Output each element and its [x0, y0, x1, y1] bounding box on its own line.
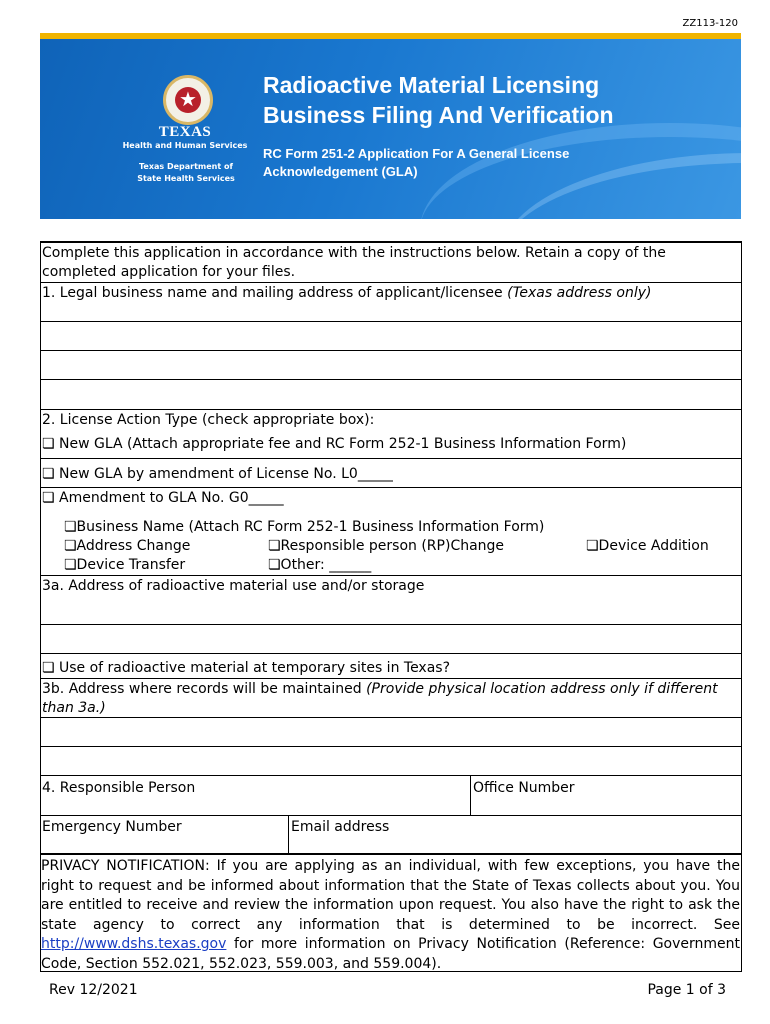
- revision-date: Rev 12/2021: [49, 982, 138, 998]
- checkbox-business-name[interactable]: ❏Business Name (Attach RC Form 252-1 Business Information Form): [64, 519, 545, 535]
- q1-label: 1. Legal business name and mailing address of applicant/licensee (Texas address only): [42, 285, 652, 301]
- page-number: Page 1 of 3: [647, 982, 726, 998]
- q3b-address-line2[interactable]: [41, 747, 740, 774]
- checkbox-new-gla[interactable]: ❏ New GLA (Attach appropriate fee and RC Form 252-1 Business Information Form): [42, 436, 627, 452]
- header-banner: [40, 33, 741, 219]
- email-address-label: Email address: [291, 819, 390, 835]
- dshs-link[interactable]: http://www.dshs.texas.gov: [41, 936, 227, 952]
- org-line3: Texas Department of State Health Services: [137, 162, 235, 183]
- emergency-number-label: Emergency Number: [42, 819, 182, 835]
- intro-text: Complete this application in accordance with the instructions below. Retain a copy of the completed application for your files.: [42, 245, 666, 280]
- q2-label: 2. License Action Type (check appropriate box):: [42, 412, 375, 428]
- privacy-notification: PRIVACY NOTIFICATION: If you are applying as an individual, with few exceptions, you have the right to request and be informed about information that the State of Texas collects about you. You are entitled to receive and review the information upon request. You also have the right to ask the state agency to correct any information that is determined to be incorrect. See http://www.dshs.texas.gov for more information on Privacy Notification (Reference: Government Code, Section 552.021, 552.023, 559.003, and 559.004).: [41, 858, 740, 972]
- banner-subtitle: [263, 145, 569, 181]
- office-number-label: Office Number: [473, 780, 575, 796]
- banner-title: [263, 70, 614, 130]
- checkbox-amendment-gla[interactable]: ❏ Amendment to GLA No. G0_____: [42, 490, 284, 506]
- checkbox-new-gla-amendment[interactable]: ❏ New GLA by amendment of License No. L0_____: [42, 466, 393, 482]
- banner-stripe: [40, 33, 741, 39]
- q3a-address-line1[interactable]: [41, 596, 740, 623]
- q1-address-line2[interactable]: [41, 351, 740, 379]
- checkbox-responsible-person-change[interactable]: ❏Responsible person (RP)Change: [268, 538, 505, 554]
- q3a-label: 3a. Address of radioactive material use and/or storage: [42, 578, 425, 594]
- form-code: ZZ113-120: [682, 18, 738, 29]
- banner-subtitle-line1: RC Form 251-2 Application For A General License: [263, 146, 570, 161]
- org-name: TEXAS: [158, 124, 212, 140]
- banner-title-line1: Radioactive Material Licensing: [263, 72, 600, 98]
- q4-responsible-person-label: 4. Responsible Person: [42, 780, 196, 796]
- q3a-address-line2[interactable]: [41, 625, 740, 652]
- checkbox-device-transfer[interactable]: ❏Device Transfer: [64, 557, 186, 573]
- texas-seal-icon: ★: [163, 75, 213, 125]
- checkbox-address-change[interactable]: ❏Address Change: [64, 538, 191, 554]
- q3b-label: 3b. Address where records will be maintained (Provide physical location address only if different than 3a.): [42, 681, 718, 716]
- checkbox-device-addition[interactable]: ❏Device Addition: [586, 538, 709, 554]
- checkbox-temporary-sites[interactable]: ❏ Use of radioactive material at temporary sites in Texas?: [42, 660, 451, 676]
- q3b-address-line1[interactable]: [41, 718, 740, 745]
- q1-address-line1[interactable]: [41, 322, 740, 350]
- q1-address-line3[interactable]: [41, 380, 740, 408]
- banner-title-line2: Business Filing And Verification: [263, 102, 614, 128]
- banner-subtitle-line2: Acknowledgement (GLA): [263, 164, 418, 179]
- org-line2: Health and Human Services: [122, 141, 248, 150]
- checkbox-other[interactable]: ❏Other: ______: [268, 557, 372, 573]
